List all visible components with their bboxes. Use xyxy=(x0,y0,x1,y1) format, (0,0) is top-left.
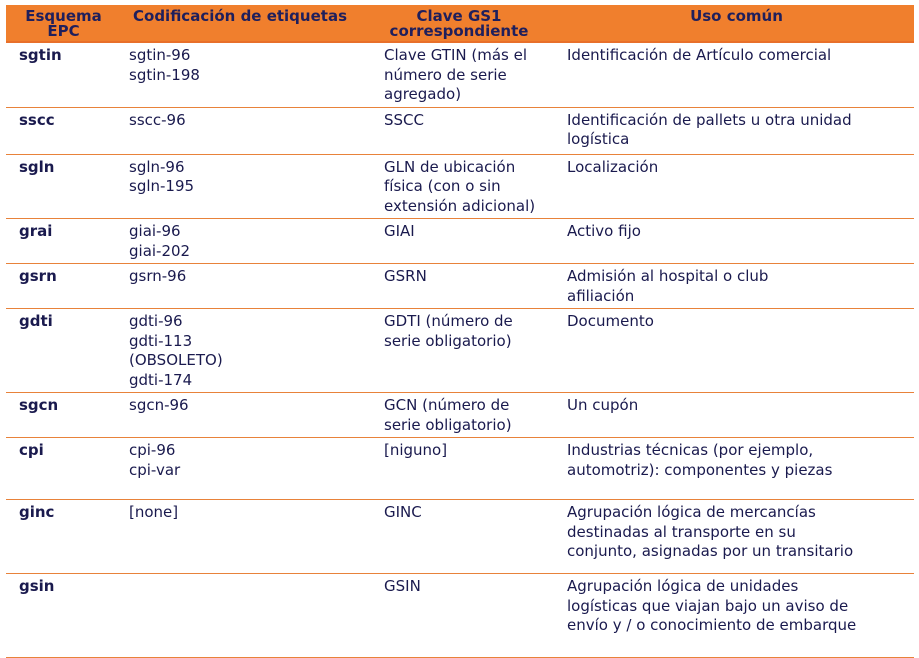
common-use-cell-line: logística xyxy=(567,130,630,148)
common-use-cell-line: Agrupación lógica de unidades xyxy=(567,577,799,595)
gs1-key-cell-line: extensión adicional) xyxy=(384,196,536,215)
gs1-key-cell xyxy=(359,264,559,309)
gs1-key-cell-line: GLN de ubicación xyxy=(384,157,516,176)
gs1-key-cell-line: agregado) xyxy=(384,85,462,103)
common-use-cell-line: logísticas que viajan bajo un aviso de xyxy=(567,596,849,615)
encoding-cell-line: gdti-96 xyxy=(129,312,183,330)
encoding-cell xyxy=(121,219,359,264)
encoding-cell xyxy=(121,438,359,500)
gs1-key-cell xyxy=(359,107,559,154)
gs1-key-cell xyxy=(359,154,559,219)
gs1-key-cell xyxy=(359,438,559,500)
encoding-cell xyxy=(121,574,359,658)
scheme-cell: sgln xyxy=(6,154,121,219)
table-row xyxy=(6,219,914,264)
encoding-cell-line: gdti-174 xyxy=(129,370,193,389)
common-use-cell xyxy=(559,154,914,219)
gs1-key-cell xyxy=(359,309,559,393)
encoding-cell-line: cpi-96 xyxy=(129,441,176,459)
header-encoding: Codificación de etiquetas xyxy=(121,5,359,42)
gs1-key-cell-line: GIAI xyxy=(384,222,415,240)
common-use-cell xyxy=(559,500,914,574)
common-use-cell xyxy=(559,107,914,154)
encoding-cell-line: cpi-var xyxy=(129,460,181,479)
header-gs1-key: Clave GS1 correspondiente xyxy=(359,5,559,42)
header-common-use: Uso común xyxy=(559,5,914,42)
common-use-cell-line: afiliación xyxy=(567,286,635,305)
common-use-cell xyxy=(559,438,914,500)
scheme-cell: gsrn xyxy=(6,264,121,309)
gs1-key-cell xyxy=(359,574,559,658)
common-use-cell-line: Identificación de Artículo comercial xyxy=(567,46,832,64)
encoding-cell-line: giai-202 xyxy=(129,241,191,260)
encoding-cell xyxy=(121,107,359,154)
table-row xyxy=(6,264,914,309)
gs1-key-cell xyxy=(359,42,559,107)
gs1-key-cell-line: física (con o sin xyxy=(384,177,501,195)
table-row xyxy=(6,574,914,658)
common-use-cell-line: conjunto, asignadas por un transitario xyxy=(567,542,854,560)
encoding-cell-line: sgln-96 xyxy=(129,157,185,176)
encoding-cell-line: sgtin-96 xyxy=(129,46,191,64)
common-use-cell xyxy=(559,393,914,438)
table-row xyxy=(6,154,914,219)
scheme-cell: gsin xyxy=(6,574,121,658)
gs1-key-cell-line: GSRN xyxy=(384,267,427,285)
encoding-cell xyxy=(121,154,359,219)
common-use-cell-line: destinadas al transporte en su xyxy=(567,522,796,541)
gs1-key-cell-line: GINC xyxy=(384,503,422,521)
gs1-key-cell-line: número de serie xyxy=(384,65,507,84)
encoding-cell-line: gdti-113 xyxy=(129,331,193,350)
table-body xyxy=(6,42,914,658)
epc-scheme-table xyxy=(6,5,914,658)
encoding-cell xyxy=(121,42,359,107)
gs1-key-cell-line: GCN (número de xyxy=(384,396,510,414)
gs1-key-cell xyxy=(359,219,559,264)
common-use-cell xyxy=(559,309,914,393)
scheme-cell: sscc xyxy=(6,107,121,154)
common-use-cell-line: Documento xyxy=(567,312,654,330)
common-use-cell xyxy=(559,219,914,264)
encoding-cell xyxy=(121,309,359,393)
common-use-cell xyxy=(559,574,914,658)
gs1-key-cell-line: Clave GTIN (más el xyxy=(384,46,528,64)
table-row xyxy=(6,438,914,500)
encoding-cell-line: sgtin-198 xyxy=(129,65,200,84)
common-use-cell-line: Un cupón xyxy=(567,396,639,414)
common-use-cell-line: Admisión al hospital o club xyxy=(567,267,769,285)
common-use-cell xyxy=(559,42,914,107)
encoding-cell xyxy=(121,264,359,309)
encoding-cell-line: sgcn-96 xyxy=(129,396,189,414)
common-use-cell-line: envío y / o conocimiento de embarque xyxy=(567,616,857,634)
common-use-cell-line: Agrupación lógica de mercancías xyxy=(567,503,816,521)
scheme-cell: ginc xyxy=(6,500,121,574)
common-use-cell-line: Industrias técnicas (por ejemplo, xyxy=(567,441,814,459)
scheme-cell: sgtin xyxy=(6,42,121,107)
table-row xyxy=(6,107,914,154)
common-use-cell xyxy=(559,264,914,309)
gs1-key-cell xyxy=(359,393,559,438)
table-header-row xyxy=(6,5,914,42)
header-scheme: Esquema EPC xyxy=(6,5,121,42)
common-use-cell-line: Activo fijo xyxy=(567,222,641,240)
scheme-cell: grai xyxy=(6,219,121,264)
gs1-key-cell-line: serie obligatorio) xyxy=(384,331,512,350)
gs1-key-cell xyxy=(359,500,559,574)
common-use-cell-line: Identificación de pallets u otra unidad xyxy=(567,110,852,129)
encoding-cell-line: sgln-195 xyxy=(129,177,195,195)
table-row xyxy=(6,309,914,393)
encoding-cell-line: gsrn-96 xyxy=(129,267,187,285)
common-use-cell-line: automotriz): componentes y piezas xyxy=(567,460,833,479)
common-use-cell-line: Localización xyxy=(567,157,659,176)
encoding-cell-line: [none] xyxy=(129,503,179,521)
encoding-cell xyxy=(121,393,359,438)
scheme-cell: sgcn xyxy=(6,393,121,438)
table-row xyxy=(6,42,914,107)
gs1-key-cell-line: GSIN xyxy=(384,577,421,595)
scheme-cell: cpi xyxy=(6,438,121,500)
table-row xyxy=(6,500,914,574)
gs1-key-cell-line: serie obligatorio) xyxy=(384,415,512,434)
encoding-cell-line: sscc-96 xyxy=(129,110,186,129)
scheme-cell: gdti xyxy=(6,309,121,393)
gs1-key-cell-line: GDTI (número de xyxy=(384,312,513,330)
encoding-cell-line: giai-96 xyxy=(129,222,181,240)
table-row xyxy=(6,393,914,438)
encoding-cell xyxy=(121,500,359,574)
gs1-key-cell-line: SSCC xyxy=(384,110,424,129)
encoding-cell-line: (OBSOLETO) xyxy=(129,351,223,369)
gs1-key-cell-line: [niguno] xyxy=(384,441,448,459)
